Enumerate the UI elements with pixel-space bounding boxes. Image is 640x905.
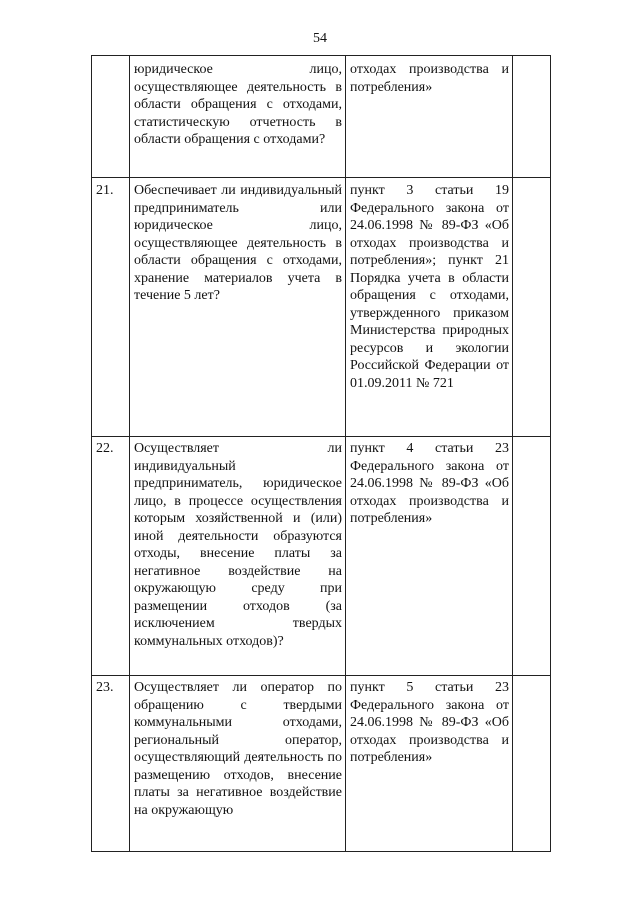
question-text: Обеспечивает ли индивидуальный предприниматель или юридическое лицо, осуществляющее деятельность в области обращения с отходами, хранение материалов учета в течение 5 лет? [134,183,342,303]
reference-text: отходах производства и потребления» [350,62,509,95]
reference-cell [346,676,513,852]
question-cell [130,56,346,178]
table-row [92,178,551,437]
question-text: юридическое лицо, осуществляющее деятельность в области обращения с отходами, статистическую отчетность в области обращения с отходами? [134,62,342,147]
question-cell [130,676,346,852]
question-cell [130,178,346,437]
reference-text: пункт 5 статьи 23 Федерального закона от 24.06.1998 № 89-ФЗ «Об отходах производства и потребления» [350,680,509,765]
reference-cell [346,437,513,676]
row-number: 23. [92,676,130,852]
requirements-table [91,55,551,852]
reference-cell [346,56,513,178]
row-number: 22. [92,437,130,676]
reference-text: пункт 4 статьи 23 Федерального закона от 24.06.1998 № 89-ФЗ «Об отходах производства и потребления» [350,441,509,526]
question-text: Осуществляет ли оператор по обращению с твердыми коммунальными отходами, региональный оператор, осуществляющий деятельность по размещению отходов, внесение платы за негативное воздействие на окружающую [134,680,342,818]
empty-cell [513,56,551,178]
table-row [92,437,551,676]
row-number: 21. [92,178,130,437]
question-text: Осуществляет ли индивидуальный предприниматель, юридическое лицо, в процессе осуществления которым хозяйственной и (или) иной деятельности образуются отходы, внесение платы за негативное воздействие на окружающую среду при размещении отходов (за исключением твердых коммунальных отходов)? [134,441,342,649]
table-row [92,676,551,852]
reference-text: пункт 3 статьи 19 Федерального закона от 24.06.1998 № 89-ФЗ «Об отходах производства и потребления»; пункт 21 Порядка учета в области обращения с отходами, утвержденного приказом Министерства природных ресурсов и экологии Российской Федерации от 01.09.2011 № 721 [350,183,509,391]
page-number: 54 [313,31,327,46]
empty-cell [513,676,551,852]
question-cell [130,437,346,676]
empty-cell [513,178,551,437]
row-number [92,56,130,178]
reference-cell [346,178,513,437]
table-row [92,56,551,178]
empty-cell [513,437,551,676]
